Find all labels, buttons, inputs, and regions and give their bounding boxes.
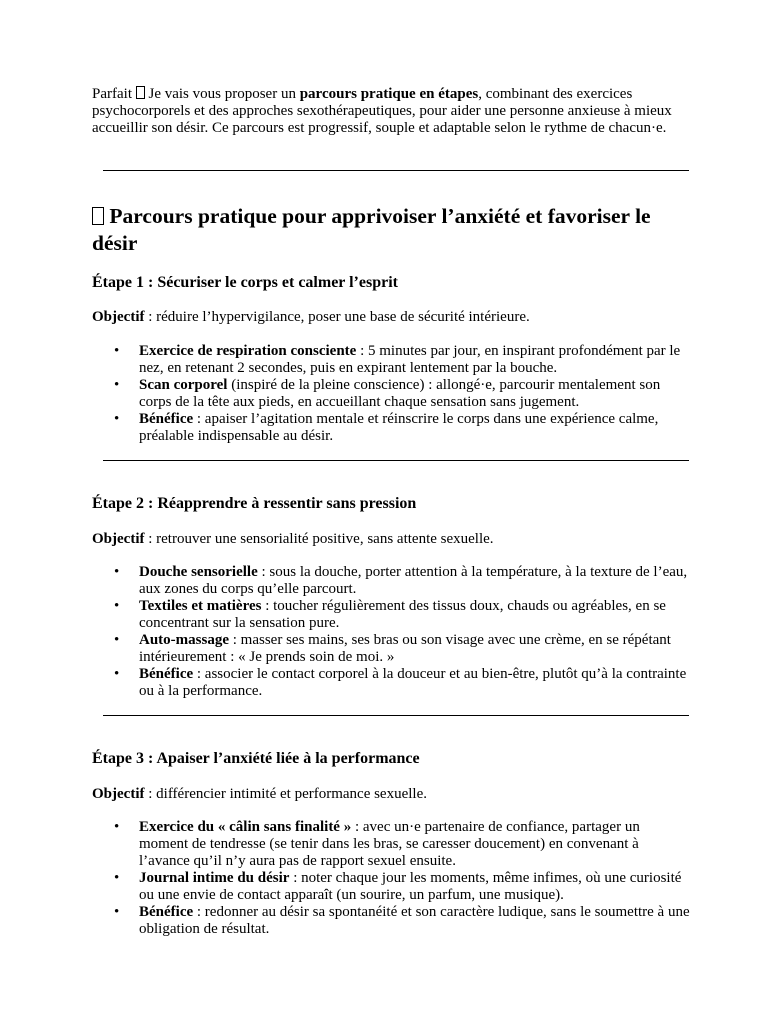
step-2-objective	[92, 531, 690, 548]
item-text: : masser ses mains, ses bras ou son visage avec une crème, en se répétant intérieurement : « Je prends soin de moi. »	[139, 632, 671, 665]
item-text: : 5 minutes par jour, en inspirant profondément par le nez, en retenant 2 secondes, puis en expirant lentement par la bouche.	[139, 343, 681, 376]
step-2-title: Étape 2 : Réapprendre à ressentir sans pression	[92, 495, 417, 512]
item-label: Journal intime du désir	[139, 870, 290, 886]
intro-prefix: Parfait	[92, 86, 132, 102]
bullet-icon: •	[114, 870, 120, 886]
item-label: Douche sensorielle	[139, 564, 258, 580]
list-item	[92, 819, 690, 870]
objective-text: : réduire l’hypervigilance, poser une base de sécurité intérieure.	[144, 309, 530, 325]
list-item	[92, 377, 690, 411]
step-1-objective	[92, 309, 690, 326]
intro-bold: parcours pratique en étapes	[299, 86, 479, 102]
step-3-title: Étape 3 : Apaiser l’anxiété liée à la performance	[92, 750, 420, 767]
item-label: Scan corporel	[139, 377, 228, 393]
bullet-icon: •	[114, 377, 120, 393]
horizontal-rule	[103, 715, 689, 716]
item-label: Textiles et matières	[139, 598, 262, 614]
item-text: : noter chaque jour les moments, même infimes, où une curiosité ou une envie de contact apparaît (un sourire, un parfum, une musique).	[139, 870, 682, 903]
list-item	[92, 904, 690, 938]
objective-text: : différencier intimité et performance sexuelle.	[144, 786, 427, 802]
horizontal-rule	[103, 460, 689, 461]
item-label: Exercice du « câlin sans finalité »	[139, 819, 352, 835]
item-label: Exercice de respiration consciente	[139, 343, 357, 359]
list-item	[92, 343, 690, 377]
list-item	[92, 870, 690, 904]
missing-glyph-icon	[92, 207, 104, 225]
step-1-list	[92, 343, 690, 445]
missing-glyph-icon	[136, 86, 145, 99]
objective-text: : retrouver une sensorialité positive, sans attente sexuelle.	[144, 531, 494, 547]
step-3-list	[92, 819, 690, 938]
item-text: : avec un·e partenaire de confiance, partager un moment de tendresse (se tenir dans les bras, se caresser doucement) en convenant à l’avance qu’il n’y aura pas de rapport sexuel ensuite.	[139, 819, 640, 869]
objective-label: Objectif	[92, 531, 145, 547]
objective-label: Objectif	[92, 786, 145, 802]
item-text: : toucher régulièrement des tissus doux, chauds ou agréables, en se concentrant sur la sensation pure.	[139, 598, 666, 631]
item-label: Bénéfice	[139, 411, 194, 427]
item-text: : sous la douche, porter attention à la température, à la texture de l’eau, aux zones du corps qu’elle parcourt.	[139, 564, 688, 597]
bullet-icon: •	[114, 666, 120, 682]
item-text: (inspiré de la pleine conscience) : allongé·e, parcourir mentalement son corps de la tête aux pieds, en accueillant chaque sensation sans jugement.	[139, 377, 661, 410]
bullet-icon: •	[114, 632, 120, 648]
intro-text-after: , combinant des exercices psychocorporels et des approches sexothérapeutiques, pour aider une personne anxieuse à mieux accueillir son désir. Ce parcours est progressif, souple et adaptable selon le rythme de chacun·e.	[92, 86, 672, 136]
bullet-icon: •	[114, 343, 120, 359]
bullet-icon: •	[114, 411, 120, 427]
list-item	[92, 598, 690, 632]
intro-paragraph	[92, 86, 690, 137]
list-item	[92, 632, 690, 666]
list-item	[92, 666, 690, 700]
step-1-title: Étape 1 : Sécuriser le corps et calmer l’esprit	[92, 274, 398, 291]
bullet-icon: •	[114, 598, 120, 614]
list-item	[92, 411, 690, 445]
list-item	[92, 564, 690, 598]
main-title	[92, 203, 690, 257]
intro-text-before: Je vais vous proposer un	[144, 86, 300, 102]
item-text: : redonner au désir sa spontanéité et son caractère ludique, sans le soumettre à une obligation de résultat.	[139, 904, 690, 937]
item-label: Auto-massage	[139, 632, 229, 648]
item-text: : associer le contact corporel à la douceur et au bien-être, plutôt qu’à la contrainte ou à la performance.	[139, 666, 687, 699]
main-title-text: Parcours pratique pour apprivoiser l’anxiété et favoriser le désir	[92, 204, 651, 255]
step-2-list	[92, 564, 690, 700]
horizontal-rule	[103, 170, 689, 171]
bullet-icon: •	[114, 819, 120, 835]
step-3-objective	[92, 786, 690, 803]
item-label: Bénéfice	[139, 666, 194, 682]
bullet-icon: •	[114, 564, 120, 580]
item-text: : apaiser l’agitation mentale et réinscrire le corps dans une expérience calme, préalable indispensable au désir.	[139, 411, 659, 444]
item-label: Bénéfice	[139, 904, 194, 920]
bullet-icon: •	[114, 904, 120, 920]
objective-label: Objectif	[92, 309, 145, 325]
